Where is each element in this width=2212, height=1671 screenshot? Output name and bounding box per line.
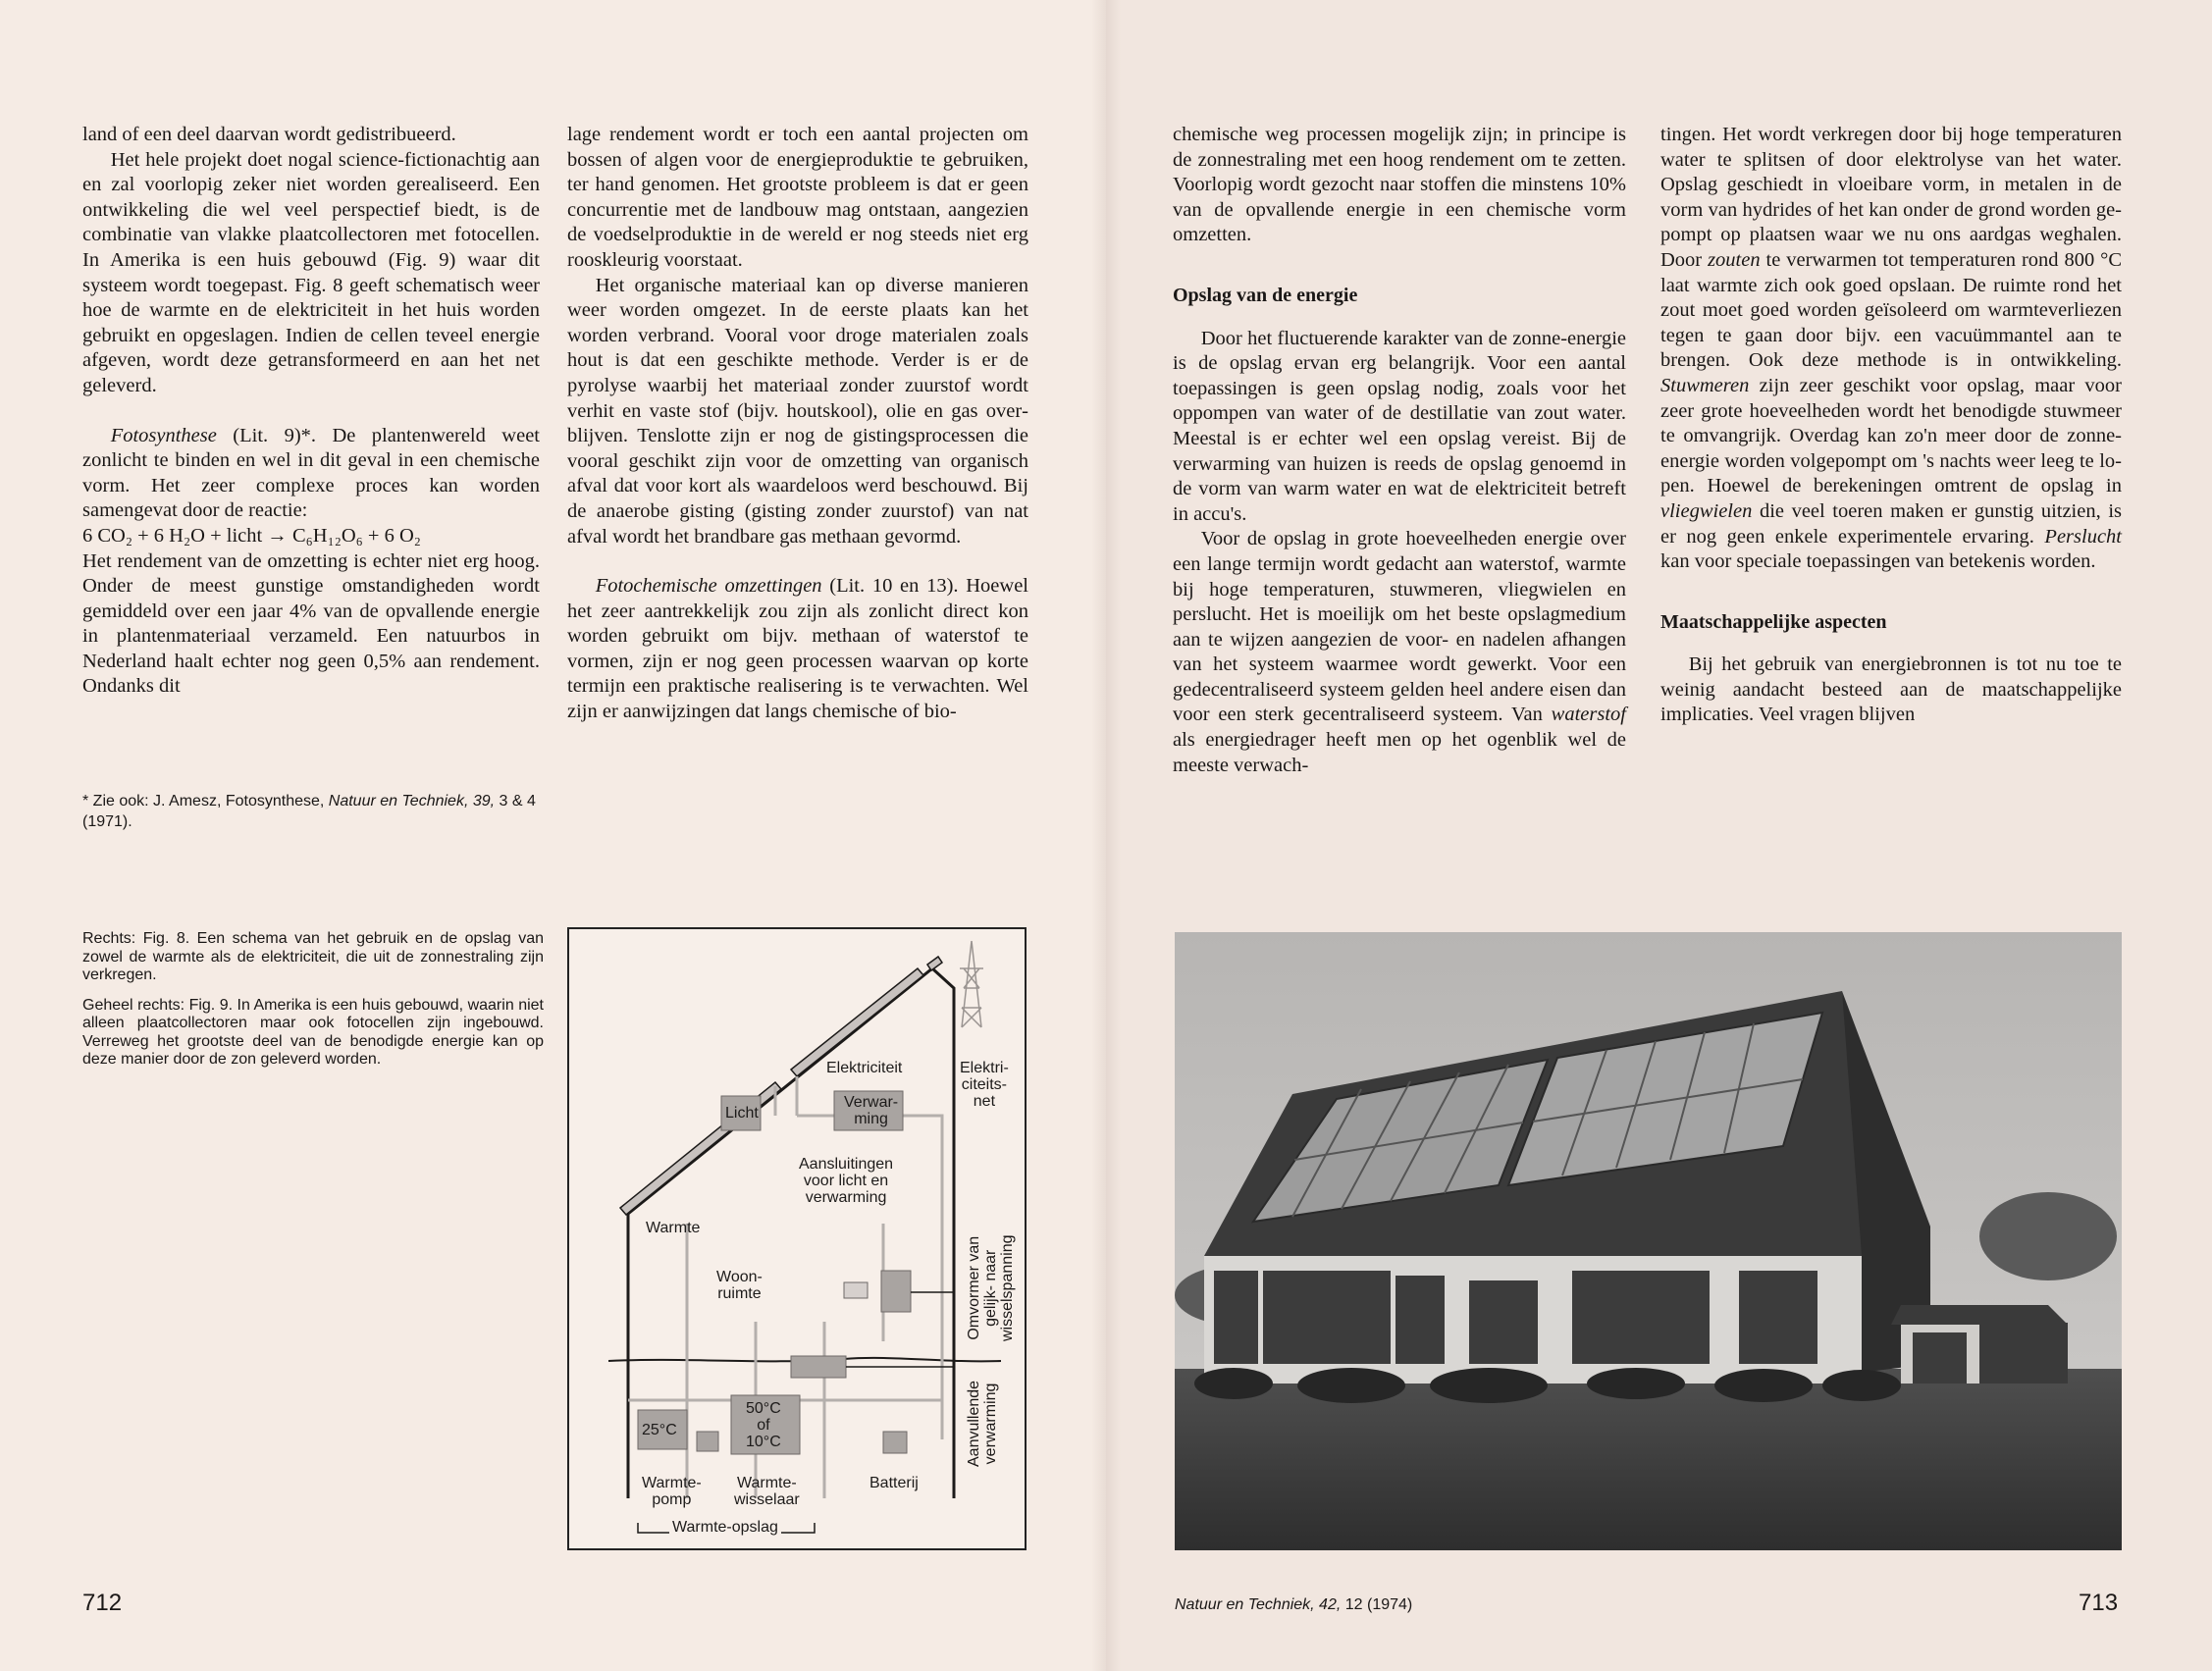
label-aansluitingen: Aansluitingen voor licht en verwarming [799,1156,894,1206]
reaction-equation: 6 CO₂ + 6 H₂O + licht → C₆H₁₂O₆ + 6 O₂ [82,524,421,547]
solar-house-illustration [1175,932,2122,1550]
label-licht: Licht [725,1105,759,1122]
label-elektriciteit: Elektriciteit [826,1060,903,1076]
page-number-right: 713 [2079,1590,2119,1616]
paragraph: tingen. Het wordt verkregen door bij hoge temperaturen water te splitsen of door elektrolyse van het water. Opslag geschiedt in vloeibare vorm, in metalen in de vorm van hydrides of het kan onder de grond worden gepompt op plaatsen waar we nu ons aardgas weghalen. Door zouten te verwarmen tot temperaturen rond 800 °C laat warmte zich ook goed opslaan. De ruimte rond het zout moet goed worden geïsoleerd om warmteverliezen tegen te gaan door bijv. een vacuümmantel aan te brengen. Ook deze methode is in ontwikkeling. Stuwmeren zijn zeer geschikt voor opslag, maar voor zeer grote hoeveelheden wordt het benodigde stuwmeer te omvangrijk. Overdag kan zo'n meer door de zonne-energie worden volgepompt om 's nachts weer leeg te lopen. Hoewel de berekeningen omtrent de opslag in vliegwielen die veel toeren maken er gunstig uitzien, is er nog geen enkele experimentele ervaring. Perslucht kan voor speciale toepassingen van betekenis worden. [1660,124,2122,573]
label-omvormer: Omvormer van gelijk- naar wisselspanning [966,1234,1016,1341]
batterij-box [883,1432,907,1453]
label-temp-50-10: 50°C of 10°C [746,1400,781,1450]
label-woonruimte: Woon- ruimte [716,1269,763,1302]
label-temp-25: 25°C [642,1422,677,1438]
paragraph: chemische weg processen mogelijk zijn; in principe is de zonnestraling met een hoog rendement om te zetten. Voorlopig wordt gezocht naar stoffen die minstens 10% van de opvallende energie in een chemische vorm omzetten. [1173,124,1626,246]
pylon-icon [960,941,983,1027]
meter-box [844,1282,868,1298]
pump-box [697,1432,718,1451]
paragraph: land of een deel daarvan wordt gedistribueerd. [82,124,456,145]
page-number-left: 712 [82,1590,123,1616]
journal-citation: Natuur en Techniek, 42, 12 (1974) [1175,1596,1413,1613]
paragraph-fotosynthese: Fotosynthese (Lit. 9)*. De plantenwereld weet zonlicht te binden en wel in dit geval in een chemische vorm. Het zeer complexe proces kan worden samengevat door de reactie: [82,424,540,522]
roof-cap [927,957,942,970]
page-gutter [1091,0,1121,1671]
footnote: * Zie ook: J. Amesz, Fotosynthese, Natuur en Techniek, 39, 3 & 4 (1971). [82,793,536,830]
annex-window [1913,1332,1967,1384]
paragraph-fotochemisch: Fotochemische omzettingen (Lit. 10 en 13). Hoewel het zeer aantrekkelijk zou zijn als zonlicht direct kon worden gebruikt om bijv. methaan of waterstof te vormen, zijn er nog geen processen waarvan op korte termijn een praktische realisering is te verwachten. Wel zijn er aanwijzingen dat langs chemische of bio- [567,575,1028,723]
paragraph: Bij het gebruik van energiebronnen is tot nu toe te weinig aandacht besteed aan de maatschappelijke implicaties. Veel vragen blijven [1660,653,2122,726]
paragraph: Het hele projekt doet nogal science-fictionachtig aan en zal voorlopig zeker niet worden gerealiseerd. Een ontwikkeling die wel veel perspectief biedt, is de combinatie van vlakke plaatcollectoren met fotocellen. In Amerika is een huis gebouwd (Fig. 9) waar dit systeem wordt toegepast. Fig. 8 geeft schematisch weer hoe de warmte en de elektriciteit in het huis worden gebruikt en opgeslagen. Indien de cellen teveel energie afgeven, wordt deze getransformeerd en aan het net geleverd. [82,148,540,396]
aanvullende-box [791,1356,846,1378]
label-warmtepomp: Warmte- pomp [642,1475,702,1508]
caption-fig9: Geheel rechts: Fig. 9. In Amerika is een huis gebouwd, waarin niet alleen plaatcollectoren maar ook fotocellen zijn ingebouwd. Verreweg het grootste deel van de benodigde energie kan op deze manier door de zon geleverd worden. [82,996,544,1068]
paragraph: Het rendement van de omzetting is echter niet erg hoog. Onder de meest gunstige omstandigheden wordt gemiddeld over een jaar 4% van de opvallende energie in plantenmateriaal verzameld. Een natuurbos in Nederland haalt echter nog geen 0,5% aan rendement. Ondanks dit [82,549,540,698]
text-column-1 [82,123,540,700]
label-aanvullende-verwarming: Aanvullende verwarming [966,1380,999,1467]
paragraph: Door het fluctuerende karakter van de zonne-energie is de opslag ervan erg belangrijk. Voor een aantal toepassingen is geen opslag nodig, zoals voor het oppompen van water of de destillatie van zout water. Meestal is er echter wel een opslag vereist. Bij de verwarming van huizen is reeds de opslag genoemd in de vorm van warm water en wat de elektriciteit betreft in accu's. [1173,327,1626,525]
section-heading: Maatschappelijke aspecten [1660,610,1887,633]
inline-heading: Fotochemische omzettingen [595,575,822,598]
figure-captions [82,930,544,1081]
paragraph: Het organische materiaal kan op diverse manieren weer worden omgezet. In de eerste plaats kan het worden verbrand. Vooral voor droge materialen zoals hout is dat een geschikte methode. Verder is er de pyrolyse waarbij het materiaal zonder zuurstof wordt verhit en vaste stof (bijv. houtskool), olie en gas overblijven. Tenslotte zijn er nog de gistingsprocessen die vooral geschikt zijn voor de omzetting van organisch afval dat voor kort als waardeloos werd beschouwd. Bij de anaerobe gisting (gisting zonder zuurstof) van nat afval wordt het brandbare gas methaan gevormd. [567,274,1028,548]
text-column-4 [1660,123,2122,728]
label-warmte: Warmte [646,1220,701,1236]
label-verwarming: Verwar- ming [844,1094,899,1127]
label-batterij: Batterij [869,1475,919,1491]
house-schematic-drawing [569,929,1025,1548]
label-warmtewisselaar: Warmte- wisselaar [734,1475,800,1508]
text-column-3 [1173,123,1626,778]
omvormer-box [881,1271,911,1312]
paragraph: lage rendement wordt er toch een aantal projecten om bossen of algen voor de energieproduktie te gebruiken, ter hand genomen. Het grootste probleem is dat er geen concurrentie met de landbouw mag ontstaan, aangezien de voedselproduktie in de wereld er nog steeds niet erg rooskleurig voorstaat. [567,124,1028,271]
fig8-schematic-diagram [567,927,1027,1550]
text-column-2 [567,123,1028,725]
caption-fig8: Rechts: Fig. 8. Een schema van het gebruik en de opslag van zowel de warmte als de elektriciteit, die uit de zonnestraling zijn verkregen. [82,930,544,983]
fig9-solar-house-photo [1175,932,2122,1550]
label-elektriciteitsnet: Elektri- citeits- net [960,1060,1009,1110]
annex-side [1979,1323,2068,1384]
annex-roof [1891,1305,2068,1325]
label-warmte-opslag: Warmte-opslag [669,1519,781,1536]
paragraph: Voor de opslag in grote hoeveelheden energie over een lange termijn wordt gedacht aan waterstof, warmte bij hoge temperaturen, stuwmeren, vliegwielen en perslucht. Het is moeilijk om het beste opslagmedium aan te wijzen aangezien de voor- en nadelen afhangen van het systeem waarmee wordt gewerkt. Voor een gedecentraliseerd systeem gelden heel andere eisen dan voor een sterk gecentraliseerd systeem. Van waterstof als energiedrager heeft men op het ogenblik wel de meeste verwach- [1173,528,1626,776]
section-heading: Opslag van de energie [1173,284,1358,306]
inline-heading: Fotosynthese [110,424,217,446]
